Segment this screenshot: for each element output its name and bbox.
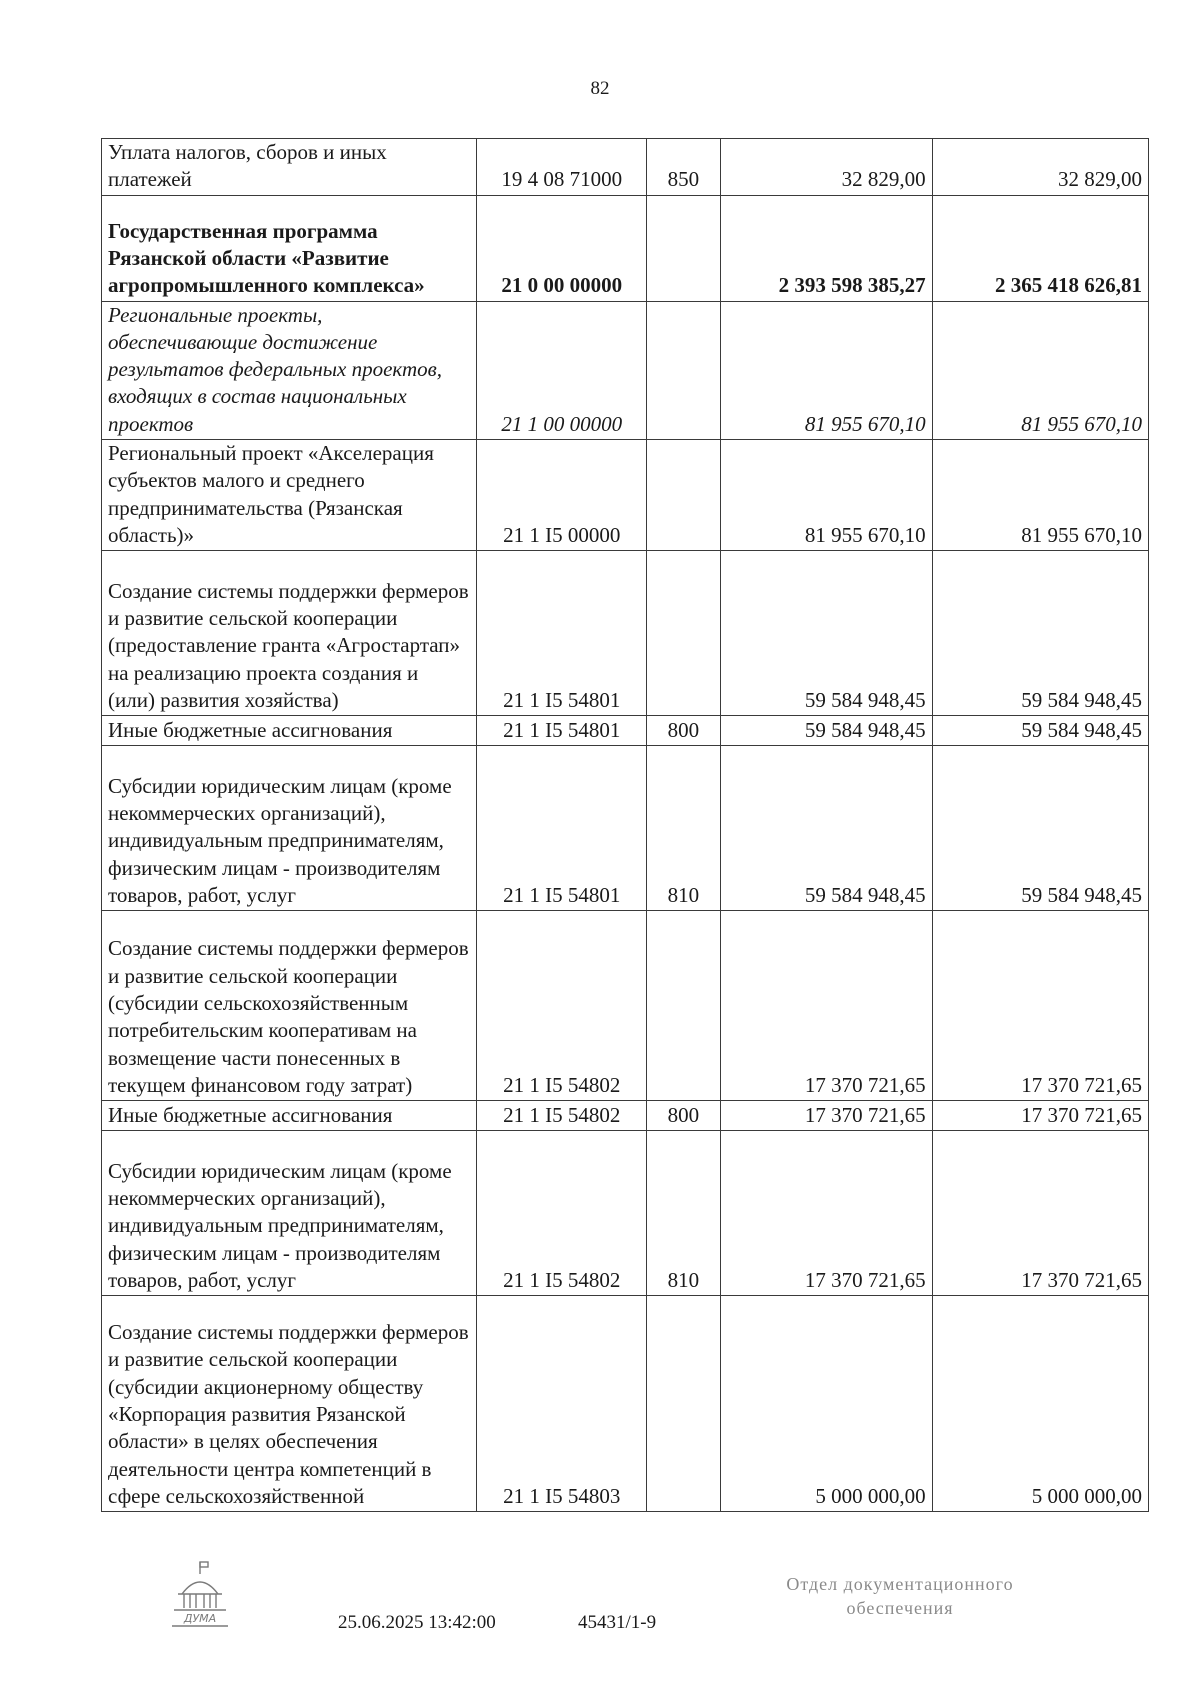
table-row [102, 139, 1149, 196]
row-name: Субсидии юридическим лицам (кроме некоммерческих организаций), индивидуальным предпринимателям, физическим лицам - производителям товаров, работ, услуг [102, 1131, 477, 1296]
row-code: 21 1 I5 54801 [477, 716, 647, 746]
row-expense-type [647, 911, 721, 1101]
stamp-line-1: Отдел документационного [786, 1574, 1014, 1594]
department-stamp [740, 1572, 1060, 1621]
row-name: Региональный проект «Акселерация субъектов малого и среднего предпринимательства (Рязанская область)» [102, 440, 477, 551]
row-code: 21 1 I5 00000 [477, 440, 647, 551]
row-name: Субсидии юридическим лицам (кроме некоммерческих организаций), индивидуальным предпринимателям, физическим лицам - производителям товаров, работ, услуг [102, 746, 477, 911]
table-row [102, 1131, 1149, 1296]
row-name: Создание системы поддержки фермеров и развитие сельской кооперации (субсидии сельскохозяйственным потребительским кооперативам на возмещение части понесенных в текущем финансовом году затрат) [102, 911, 477, 1101]
row-code: 21 1 I5 54802 [477, 1101, 647, 1131]
row-expense-type: 800 [647, 1101, 721, 1131]
row-amount-2: 5 000 000,00 [932, 1296, 1148, 1512]
row-amount-2: 17 370 721,65 [932, 1131, 1148, 1296]
row-code: 21 1 I5 54801 [477, 746, 647, 911]
row-amount-1: 59 584 948,45 [720, 746, 932, 911]
row-amount-2: 81 955 670,10 [932, 301, 1148, 439]
row-name: Региональные проекты, обеспечивающие достижение результатов федеральных проектов, входящих в состав национальных проектов [102, 301, 477, 439]
row-amount-1: 2 393 598 385,27 [720, 195, 932, 301]
row-name: Создание системы поддержки фермеров и развитие сельской кооперации (предоставление гранта «Агростартап» на реализацию проекта создания и (или) развития хозяйства) [102, 551, 477, 716]
row-expense-type: 850 [647, 139, 721, 196]
row-expense-type [647, 551, 721, 716]
table-row [102, 1101, 1149, 1131]
stamp-line-2: обеспечения [846, 1598, 954, 1619]
row-amount-1: 17 370 721,65 [720, 1131, 932, 1296]
row-expense-type: 810 [647, 746, 721, 911]
row-expense-type [647, 195, 721, 301]
duma-logo-icon [168, 1560, 232, 1630]
row-code: 21 1 00 00000 [477, 301, 647, 439]
row-amount-1: 81 955 670,10 [720, 440, 932, 551]
row-code: 21 0 00 00000 [477, 195, 647, 301]
row-expense-type [647, 440, 721, 551]
row-expense-type: 810 [647, 1131, 721, 1296]
row-amount-2: 59 584 948,45 [932, 746, 1148, 911]
row-expense-type: 800 [647, 716, 721, 746]
row-name: Иные бюджетные ассигнования [102, 716, 477, 746]
row-amount-1: 5 000 000,00 [720, 1296, 932, 1512]
row-amount-1: 81 955 670,10 [720, 301, 932, 439]
row-amount-1: 59 584 948,45 [720, 716, 932, 746]
row-name: Иные бюджетные ассигнования [102, 1101, 477, 1131]
row-amount-2: 2 365 418 626,81 [932, 195, 1148, 301]
row-expense-type [647, 1296, 721, 1512]
footer-doc-id: 45431/1-9 [578, 1612, 657, 1633]
table-row [102, 195, 1149, 301]
row-code: 19 4 08 71000 [477, 139, 647, 196]
budget-table [101, 138, 1149, 1512]
row-code: 21 1 I5 54801 [477, 551, 647, 716]
table-row [102, 716, 1149, 746]
logo-text: ДУМА [183, 1612, 217, 1625]
row-expense-type [647, 301, 721, 439]
table-row [102, 440, 1149, 551]
row-amount-2: 59 584 948,45 [932, 716, 1148, 746]
row-code: 21 1 I5 54802 [477, 911, 647, 1101]
row-code: 21 1 I5 54803 [477, 1296, 647, 1512]
page-number: 82 [590, 78, 610, 99]
row-amount-1: 59 584 948,45 [720, 551, 932, 716]
table-row [102, 746, 1149, 911]
table-row [102, 301, 1149, 439]
row-amount-1: 32 829,00 [720, 139, 932, 196]
table-row [102, 1296, 1149, 1512]
row-name: Создание системы поддержки фермеров и развитие сельской кооперации (субсидии акционерному обществу «Корпорация развития Рязанской области» в целях обеспечения деятельности центра компетенций в сфере сельскохозяйственной [102, 1296, 477, 1512]
table-row [102, 551, 1149, 716]
footer-date: 25.06.2025 13:42:00 [338, 1612, 496, 1633]
row-amount-1: 17 370 721,65 [720, 1101, 932, 1131]
row-amount-2: 59 584 948,45 [932, 551, 1148, 716]
row-code: 21 1 I5 54802 [477, 1131, 647, 1296]
row-amount-2: 17 370 721,65 [932, 911, 1148, 1101]
row-name: Государственная программа Рязанской области «Развитие агропромышленного комплекса» [102, 195, 477, 301]
row-name: Уплата налогов, сборов и иных платежей [102, 139, 477, 196]
table-row [102, 911, 1149, 1101]
row-amount-2: 17 370 721,65 [932, 1101, 1148, 1131]
row-amount-2: 81 955 670,10 [932, 440, 1148, 551]
row-amount-1: 17 370 721,65 [720, 911, 932, 1101]
row-amount-2: 32 829,00 [932, 139, 1148, 196]
